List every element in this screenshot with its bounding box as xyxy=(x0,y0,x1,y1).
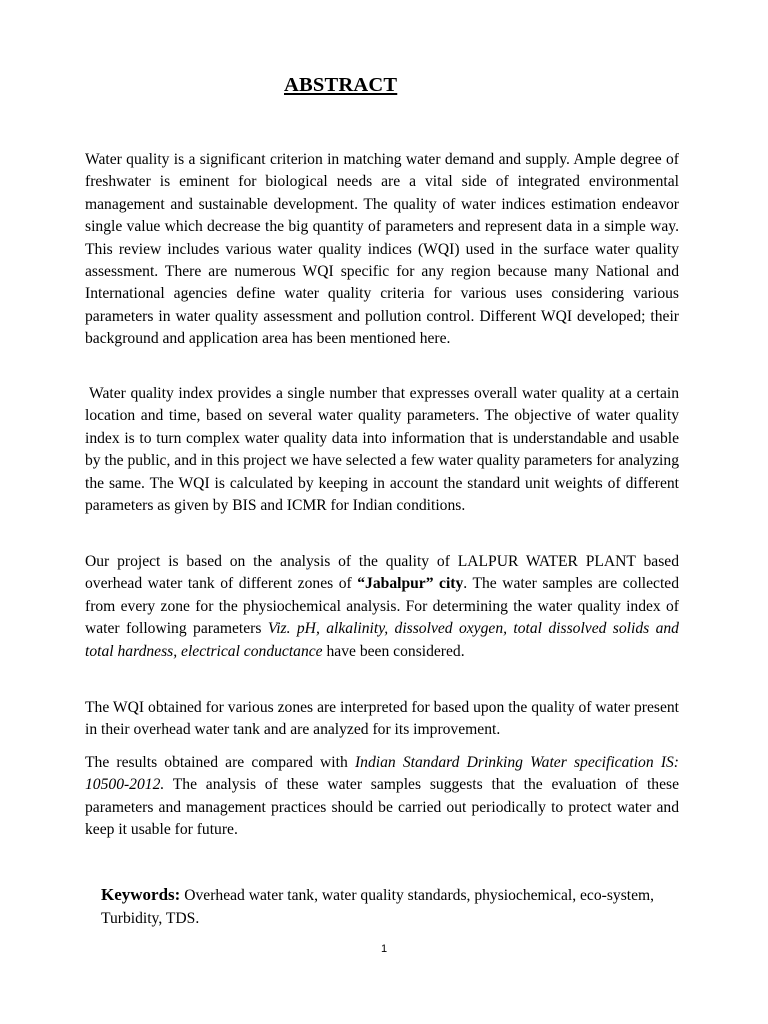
parameters-list: Viz. pH, alkalinity, dissolved oxygen, total dissolved solids and total hardness, electrical conductance xyxy=(85,620,679,660)
abstract-paragraph-1: Water quality is a significant criterion in matching water demand and supply. Ample degree of freshwater is eminent for biological needs are a vital side of integrated environmental management and sustainable development. The quality of water indices estimation endeavor single value which decrease the big quantity of parameters and represent data in a simple way. This review includes various water quality indices (WQI) used in the surface water quality assessment. There are numerous WQI specific for any region because many National and International agencies define water quality criteria for various uses considering various parameters in water quality assessment and pollution control. Different WQI developed; their background and application area has been mentioned here. xyxy=(85,151,679,348)
keywords-label: Keywords: xyxy=(101,885,181,904)
abstract-paragraph-5 xyxy=(85,752,679,842)
abstract-paragraph-4: The WQI obtained for various zones are interpreted for based upon the quality of water present in their overhead water tank and are analyzed for its improvement. xyxy=(85,699,679,739)
paragraph-5-text-a: The results obtained are compared with xyxy=(85,754,355,771)
abstract-paragraph-2: Water quality index provides a single number that expresses overall water quality at a certain location and time, based on several water quality parameters. The objective of water quality index is to turn complex water quality data into information that is understandable and usable by the public, and in this project we have selected a few water quality parameters for analyzing the same. The WQI is calculated by keeping in account the standard unit weights of different parameters as given by BIS and ICMR for Indian conditions. xyxy=(85,385,679,515)
paragraph-3-text-c: have been considered. xyxy=(322,642,465,660)
abstract-paragraph-3 xyxy=(85,551,679,663)
paragraph-5-text-b: The analysis of these water samples suggests that the evaluation of these parameters and management practices should be carried out periodically to protect water and keep it usable for future. xyxy=(85,776,679,839)
standard-reference: Indian Standard Drinking Water specification IS: 10500-2012. xyxy=(85,754,680,794)
keywords-text: Overhead water tank, water quality standards, physiochemical, eco-system, Turbidity, TDS. xyxy=(101,887,655,927)
paragraph-3-text-b: . The water samples are collected from every zone for the physiochemical analysis. For determining the water quality index of water following parameters xyxy=(85,575,680,638)
paragraph-3-text-a: Our project is based on the analysis of the quality of LALPUR WATER PLANT based overhead water tank of different zones of xyxy=(85,553,679,593)
keywords-section xyxy=(101,883,676,930)
city-name: “Jabalpur” city xyxy=(357,575,464,593)
page-title: ABSTRACT xyxy=(284,74,398,96)
page-number: 1 xyxy=(380,943,388,955)
